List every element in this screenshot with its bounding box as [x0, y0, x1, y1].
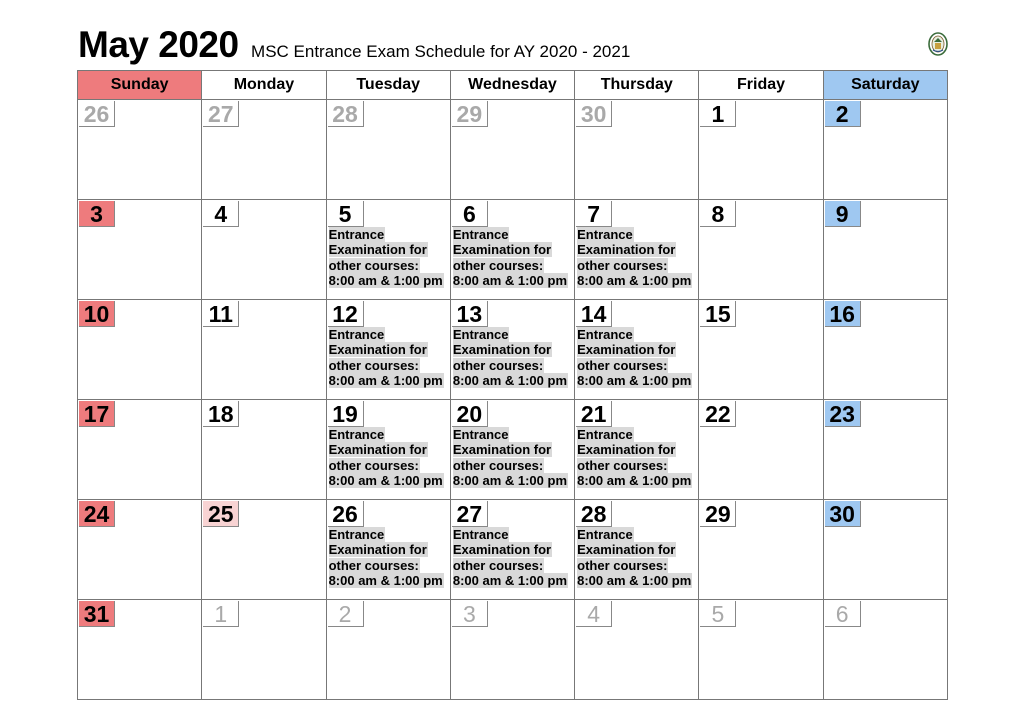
exam-event-line: 8:00 am & 1:00 pm — [452, 572, 568, 588]
day-number: 7 — [576, 201, 612, 227]
exam-event-line: 8:00 am & 1:00 pm — [577, 572, 692, 588]
exam-event-line: 8:00 am & 1:00 pm — [328, 272, 443, 288]
day-number: 4 — [576, 601, 612, 627]
calendar-day-cell[interactable] — [202, 100, 326, 200]
exam-event — [577, 427, 698, 488]
exam-event-line: Examination for — [452, 542, 552, 558]
exam-event — [577, 527, 698, 588]
calendar-day-cell[interactable] — [450, 200, 574, 300]
exam-event-line: Examination for — [328, 442, 427, 458]
weekday-header-tuesday: Tuesday — [326, 71, 450, 100]
calendar-day-cell[interactable] — [575, 500, 699, 600]
day-number: 30 — [576, 101, 612, 127]
exam-event-line: 8:00 am & 1:00 pm — [328, 472, 443, 488]
exam-event-line: Examination for — [577, 342, 676, 358]
exam-event-line: 8:00 am & 1:00 pm — [577, 272, 692, 288]
calendar-day-cell[interactable] — [326, 500, 450, 600]
calendar-day-cell[interactable] — [823, 400, 947, 500]
exam-event-line: Entrance — [452, 227, 509, 242]
day-number: 1 — [700, 101, 736, 127]
exam-event — [577, 227, 698, 288]
weekday-header-friday: Friday — [699, 71, 823, 100]
day-number: 29 — [452, 101, 488, 127]
day-number: 23 — [825, 401, 861, 427]
exam-event-line: other courses: — [328, 257, 419, 273]
day-number: 3 — [452, 601, 488, 627]
calendar-day-cell[interactable] — [78, 400, 202, 500]
calendar-week-row — [78, 600, 948, 700]
calendar-week-row — [78, 200, 948, 300]
calendar-day-cell[interactable] — [202, 300, 326, 400]
day-number: 22 — [700, 401, 736, 427]
calendar-day-cell[interactable] — [575, 200, 699, 300]
calendar-day-cell[interactable] — [78, 600, 202, 700]
exam-event-line: Entrance — [452, 427, 509, 442]
day-number: 12 — [328, 301, 364, 327]
exam-event-line: 8:00 am & 1:00 pm — [577, 372, 692, 388]
exam-event-line: Examination for — [328, 342, 427, 358]
calendar-week-row — [78, 500, 948, 600]
exam-event-line: other courses: — [452, 257, 544, 273]
exam-event-line: Entrance — [328, 327, 385, 342]
exam-event-line: other courses: — [577, 557, 668, 573]
exam-event-line: Entrance — [328, 527, 385, 542]
calendar-day-cell[interactable] — [450, 600, 574, 700]
calendar-day-cell[interactable] — [575, 400, 699, 500]
calendar-day-cell[interactable] — [450, 500, 574, 600]
weekday-header-thursday: Thursday — [575, 71, 699, 100]
exam-event — [453, 527, 574, 588]
day-number: 27 — [203, 101, 239, 127]
page-subtitle: MSC Entrance Exam Schedule for AY 2020 - 2021 — [251, 42, 631, 61]
calendar-day-cell[interactable] — [78, 100, 202, 200]
exam-event-line: Examination for — [328, 542, 427, 558]
exam-event-line: Entrance — [577, 227, 633, 242]
calendar-day-cell[interactable] — [450, 100, 574, 200]
day-number: 1 — [203, 601, 239, 627]
day-number: 13 — [452, 301, 488, 327]
exam-event — [577, 327, 698, 388]
calendar-day-cell[interactable] — [450, 300, 574, 400]
exam-event-line: Entrance — [452, 527, 509, 542]
weekday-header-row — [78, 71, 948, 100]
day-number: 6 — [825, 601, 861, 627]
calendar-day-cell[interactable] — [450, 400, 574, 500]
calendar-day-cell[interactable] — [699, 100, 823, 200]
exam-event-line: other courses: — [577, 457, 668, 473]
calendar-day-cell[interactable] — [699, 400, 823, 500]
exam-event-line: other courses: — [577, 257, 668, 273]
weekday-header-wednesday: Wednesday — [450, 71, 574, 100]
exam-event-line: Examination for — [577, 442, 676, 458]
day-number: 21 — [576, 401, 612, 427]
calendar-day-cell[interactable] — [202, 200, 326, 300]
calendar-day-cell[interactable] — [78, 500, 202, 600]
day-number: 20 — [452, 401, 488, 427]
day-number: 8 — [700, 201, 736, 227]
day-number: 30 — [825, 501, 861, 527]
calendar-grid — [77, 70, 948, 700]
day-number: 15 — [700, 301, 736, 327]
exam-event-line: Entrance — [328, 427, 385, 442]
exam-event — [329, 327, 450, 388]
day-number: 31 — [79, 601, 115, 627]
exam-event-line: 8:00 am & 1:00 pm — [452, 372, 568, 388]
exam-event-line: 8:00 am & 1:00 pm — [328, 372, 443, 388]
exam-event-line: other courses: — [328, 457, 419, 473]
calendar-day-cell[interactable] — [202, 500, 326, 600]
exam-event-line: Examination for — [452, 242, 552, 258]
calendar-day-cell[interactable] — [202, 600, 326, 700]
day-number: 2 — [328, 601, 364, 627]
calendar-day-cell[interactable] — [823, 200, 947, 300]
weekday-header-saturday: Saturday — [823, 71, 947, 100]
day-number: 2 — [825, 101, 861, 127]
exam-event-line: Examination for — [452, 442, 552, 458]
exam-event-line: other courses: — [328, 357, 419, 373]
exam-event-line: 8:00 am & 1:00 pm — [452, 472, 568, 488]
exam-event-line: other courses: — [577, 357, 668, 373]
calendar-day-cell[interactable] — [823, 100, 947, 200]
calendar-day-cell[interactable] — [823, 300, 947, 400]
calendar-day-cell[interactable] — [78, 300, 202, 400]
exam-event-line: other courses: — [452, 557, 544, 573]
calendar-day-cell[interactable] — [326, 200, 450, 300]
exam-event-line: 8:00 am & 1:00 pm — [452, 272, 568, 288]
exam-event-line: Entrance — [577, 427, 633, 442]
day-number: 28 — [576, 501, 612, 527]
calendar-day-cell[interactable] — [699, 600, 823, 700]
title-row — [78, 24, 630, 68]
day-number: 14 — [576, 301, 612, 327]
exam-event-line: Examination for — [577, 242, 676, 258]
calendar-day-cell[interactable] — [823, 600, 947, 700]
exam-event-line: other courses: — [452, 457, 544, 473]
day-number: 16 — [825, 301, 861, 327]
calendar-day-cell[interactable] — [326, 100, 450, 200]
day-number: 24 — [79, 501, 115, 527]
exam-event-line: Entrance — [452, 327, 509, 342]
day-number: 29 — [700, 501, 736, 527]
day-number: 9 — [825, 201, 861, 227]
exam-event-line: Examination for — [328, 242, 427, 258]
day-number: 11 — [203, 301, 239, 327]
calendar-day-cell[interactable] — [699, 300, 823, 400]
exam-event-line: Entrance — [328, 227, 385, 242]
calendar-day-cell[interactable] — [326, 400, 450, 500]
exam-event-line: 8:00 am & 1:00 pm — [328, 572, 443, 588]
calendar-day-cell[interactable] — [575, 600, 699, 700]
day-number: 5 — [328, 201, 364, 227]
calendar-day-cell[interactable] — [326, 300, 450, 400]
day-number: 3 — [79, 201, 115, 227]
exam-event — [329, 527, 450, 588]
exam-event — [329, 227, 450, 288]
calendar-weeks — [78, 100, 948, 700]
calendar-day-cell[interactable] — [575, 300, 699, 400]
school-seal-icon — [926, 30, 950, 58]
calendar-day-cell[interactable] — [575, 100, 699, 200]
calendar-week-row — [78, 300, 948, 400]
exam-event — [453, 227, 574, 288]
exam-event — [329, 427, 450, 488]
calendar-day-cell[interactable] — [202, 400, 326, 500]
calendar-day-cell[interactable] — [823, 500, 947, 600]
day-number: 18 — [203, 401, 239, 427]
exam-event-line: Examination for — [577, 542, 676, 558]
page-title: May 2020 — [78, 24, 239, 65]
exam-event-line: other courses: — [328, 557, 419, 573]
calendar-week-row — [78, 400, 948, 500]
calendar-day-cell[interactable] — [699, 500, 823, 600]
weekday-header-monday: Monday — [202, 71, 326, 100]
day-number: 4 — [203, 201, 239, 227]
exam-event-line: Examination for — [452, 342, 552, 358]
day-number: 26 — [328, 501, 364, 527]
day-number: 27 — [452, 501, 488, 527]
exam-event-line: Entrance — [577, 327, 633, 342]
exam-event — [453, 327, 574, 388]
day-number: 6 — [452, 201, 488, 227]
day-number: 19 — [328, 401, 364, 427]
day-number: 5 — [700, 601, 736, 627]
calendar-week-row — [78, 100, 948, 200]
exam-event-line: other courses: — [452, 357, 544, 373]
calendar-day-cell[interactable] — [326, 600, 450, 700]
weekday-header-sunday: Sunday — [78, 71, 202, 100]
day-number: 28 — [328, 101, 364, 127]
exam-event — [453, 427, 574, 488]
calendar-day-cell[interactable] — [699, 200, 823, 300]
exam-event-line: 8:00 am & 1:00 pm — [577, 472, 692, 488]
day-number: 25 — [203, 501, 239, 527]
calendar-day-cell[interactable] — [78, 200, 202, 300]
exam-event-line: Entrance — [577, 527, 633, 542]
day-number: 17 — [79, 401, 115, 427]
day-number: 10 — [79, 301, 115, 327]
day-number: 26 — [79, 101, 115, 127]
